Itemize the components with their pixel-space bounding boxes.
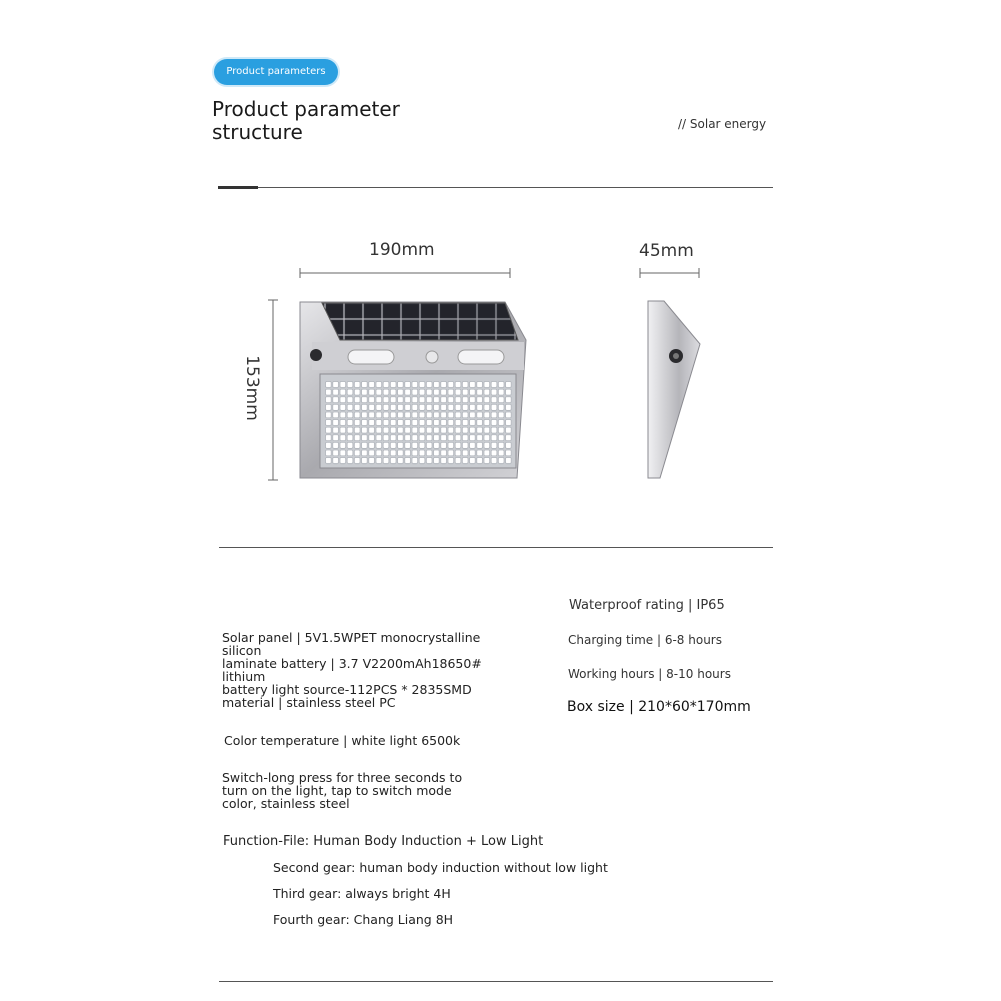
height-dimension-line: [268, 300, 278, 480]
waterproof-rating: Waterproof rating | IP65: [569, 598, 725, 613]
width-dimension-line: [300, 268, 510, 278]
spec-main-block: [222, 631, 522, 709]
spec-line: Solar panel | 5V1.5WPET monocrystalline silicon: [222, 630, 481, 658]
side-view: [648, 301, 700, 478]
depth-dimension-line: [640, 268, 699, 278]
charging-time: Charging time | 6-8 hours: [568, 633, 722, 647]
spec-line: battery light source-112PCS * 2835SMD: [222, 682, 472, 697]
front-view: [300, 302, 526, 478]
spec-line: laminate battery | 3.7 V2200mAh18650# lithium: [222, 656, 482, 684]
depth-dimension-label: 45mm: [639, 241, 694, 261]
page-subtitle: // Solar energy: [678, 117, 767, 131]
gear-fourth: Fourth gear: Chang Liang 8H: [273, 912, 454, 927]
color-temperature: Color temperature | white light 6500k: [224, 733, 461, 748]
page-title: Product parameter structure: [212, 97, 400, 144]
switch-line: color, stainless steel: [222, 796, 350, 811]
box-size: Box size | 210*60*170mm: [567, 699, 751, 715]
switch-line: Switch-long press for three seconds to: [222, 770, 463, 785]
section-badge: Product parameters: [214, 59, 338, 85]
width-dimension-label: 190mm: [369, 240, 435, 260]
gear-second: Second gear: human body induction without low light: [273, 860, 608, 875]
footer-divider: [219, 981, 773, 982]
working-hours: Working hours | 8-10 hours: [568, 667, 731, 681]
switch-line: turn on the light, tap to switch mode: [222, 783, 452, 798]
height-dimension-label: 153mm: [242, 355, 262, 421]
switch-description: [222, 771, 502, 810]
section-divider: [219, 547, 773, 548]
gear-third: Third gear: always bright 4H: [273, 886, 451, 901]
spec-line: material | stainless steel PC: [222, 695, 396, 710]
function-file: Function-File: Human Body Induction + Low Light: [223, 834, 544, 849]
